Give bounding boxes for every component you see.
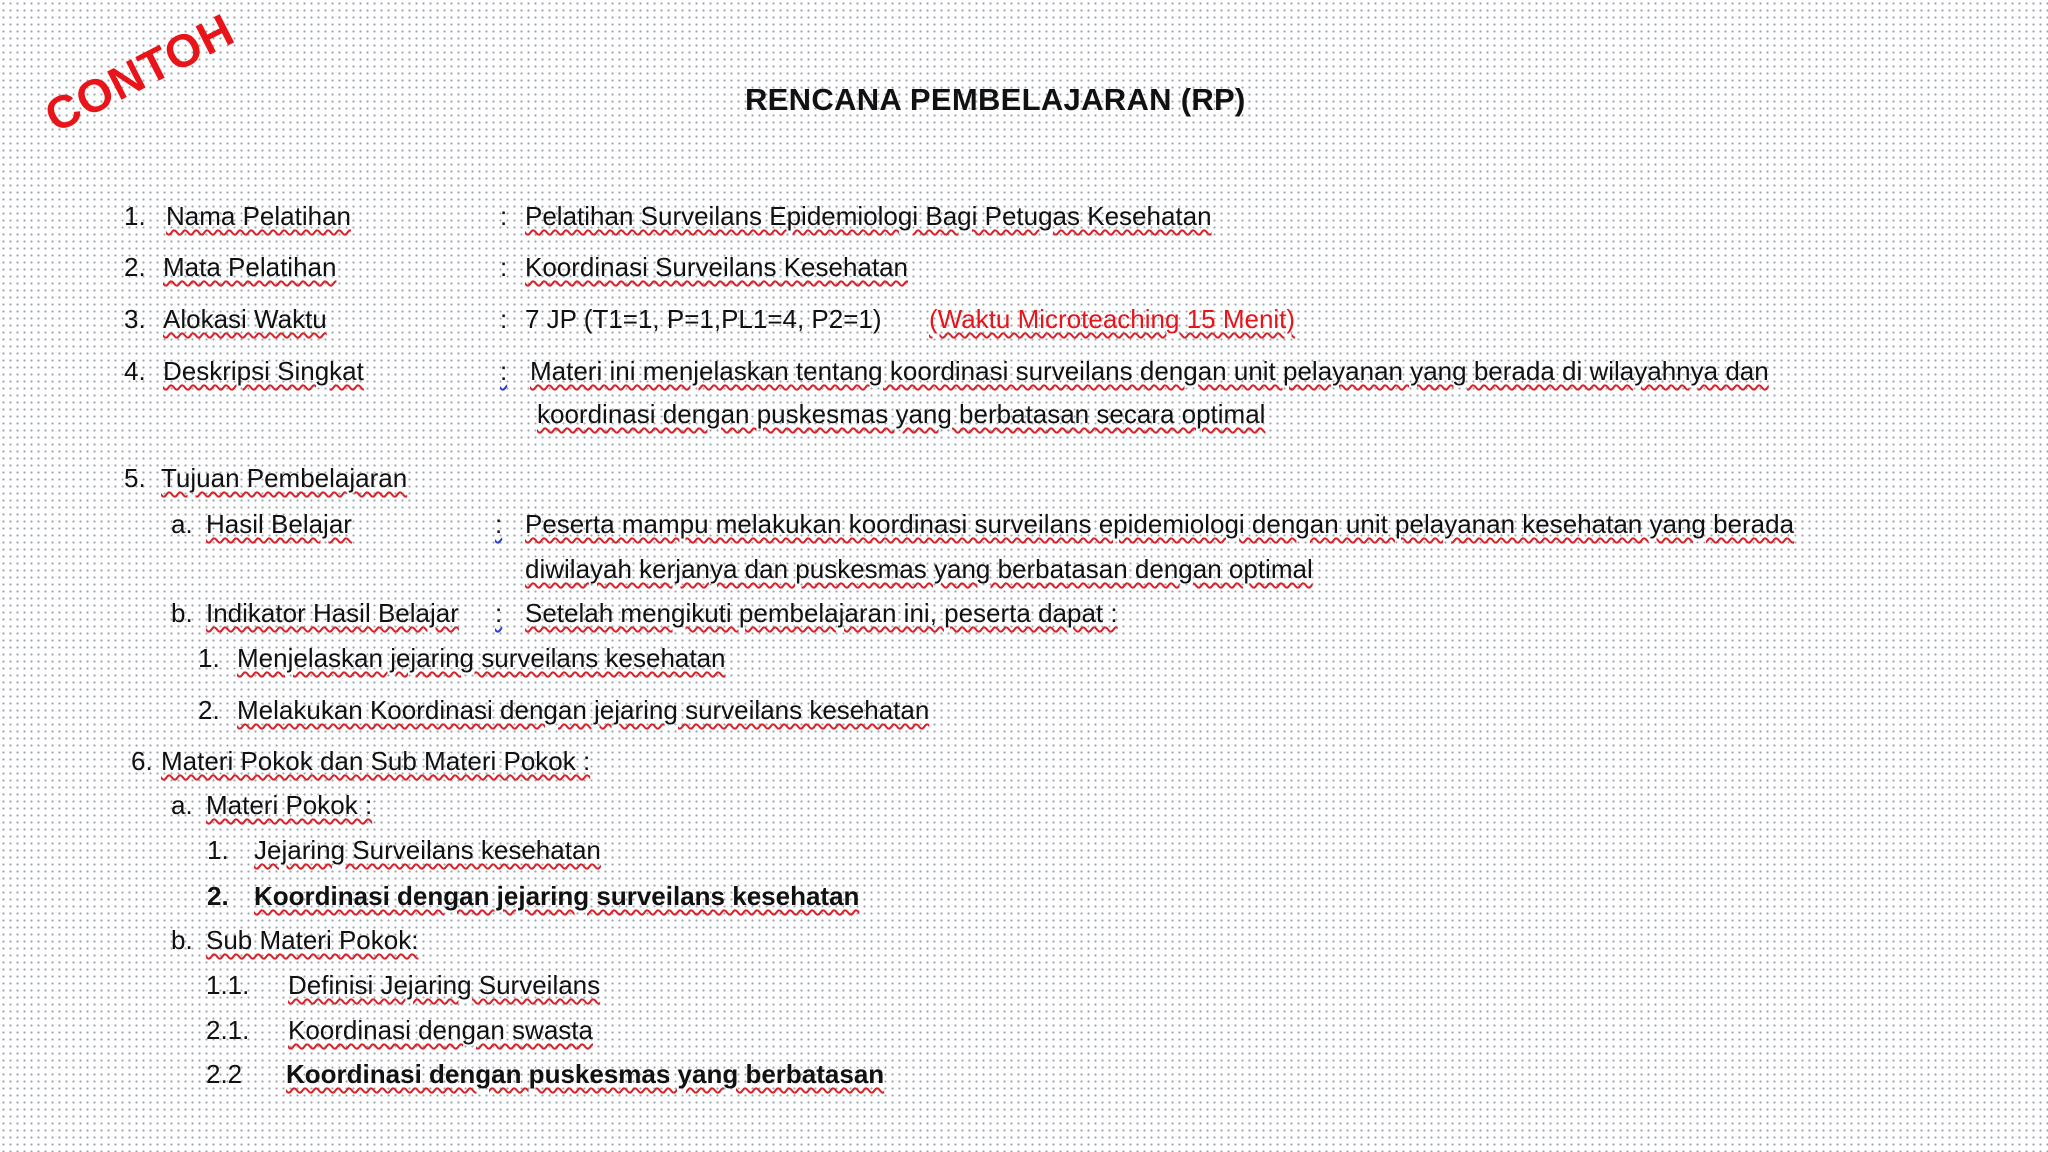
sub-materi-2-num: 2.1.: [206, 1015, 250, 1045]
item-nama-pelatihan-label: Nama Pelatihan: [166, 201, 351, 231]
item-nama-pelatihan-value: Pelatihan Surveilans Epidemiologi Bagi Petugas Kesehatan: [525, 201, 1212, 231]
materi-pokok-1-text: Jejaring Surveilans kesehatan: [254, 835, 601, 865]
item-hasil-belajar-label: Hasil Belajar: [206, 509, 352, 539]
sub-materi-1-text: Definisi Jejaring Surveilans: [288, 970, 601, 1000]
item-nama-pelatihan-num: 1.: [124, 201, 146, 231]
item-alokasi-waktu-value: 7 JP (T1=1, P=1,PL1=4, P2=1): [525, 304, 882, 334]
item-indikator-value: Setelah mengikuti pembelajaran ini, peserta dapat :: [525, 598, 1118, 628]
item-alokasi-waktu-num: 3.: [124, 304, 146, 334]
item-mata-pelatihan-num: 2.: [124, 252, 146, 282]
sub-materi-2-text: Koordinasi dengan swasta: [288, 1015, 593, 1045]
item-sub-materi-label: Sub Materi Pokok:: [206, 925, 419, 955]
item-mata-pelatihan-value: Koordinasi Surveilans Kesehatan: [525, 252, 909, 282]
item-mata-pelatihan-sep: :: [500, 252, 508, 282]
item-deskripsi-sep: :: [500, 356, 508, 386]
item-mata-pelatihan-label: Mata Pelatihan: [163, 252, 337, 282]
indikator-2-text: Melakukan Koordinasi dengan jejaring surveilans kesehatan: [237, 695, 930, 725]
materi-pokok-2-num: 2.: [207, 881, 229, 911]
item-tujuan-num: 5.: [124, 463, 146, 493]
materi-pokok-2-text: Koordinasi dengan jejaring surveilans kesehatan: [254, 881, 860, 911]
item-deskripsi-value-line2: koordinasi dengan puskesmas yang berbatasan secara optimal: [537, 399, 1266, 429]
materi-pokok-1-num: 1.: [207, 835, 229, 865]
sub-materi-1-num: 1.1.: [206, 970, 250, 1000]
item-deskripsi-value-line1: Materi ini menjelaskan tentang koordinasi surveilans dengan unit pelayanan yang berada di wilayahnya dan: [530, 356, 1769, 386]
document-title: RENCANA PEMBELAJARAN (RP): [745, 82, 1246, 117]
indikator-1-text: Menjelaskan jejaring surveilans kesehatan: [237, 643, 726, 673]
sub-materi-3-num: 2.2: [206, 1059, 243, 1089]
item-hasil-belajar-value-line1: Peserta mampu melakukan koordinasi surveilans epidemiologi dengan unit pelayanan kesehatan yang berada: [525, 509, 1795, 539]
item-hasil-belajar-value-line2: diwilayah kerjanya dan puskesmas yang berbatasan dengan optimal: [525, 554, 1313, 584]
contoh-stamp: CONTOH: [36, 3, 243, 143]
sub-materi-3-text: Koordinasi dengan puskesmas yang berbatasan: [286, 1059, 885, 1089]
item-deskripsi-num: 4.: [124, 356, 146, 386]
item-hasil-belajar-num: a.: [171, 509, 193, 539]
item-materi-pokok-label: Materi Pokok :: [206, 790, 373, 820]
item-indikator-label: Indikator Hasil Belajar: [206, 598, 459, 628]
item-sub-materi-num: b.: [171, 925, 193, 955]
item-nama-pelatihan-sep: :: [500, 201, 508, 231]
indikator-1-num: 1.: [198, 643, 220, 673]
item-hasil-belajar-sep: :: [495, 509, 503, 539]
item-materi-label: Materi Pokok dan Sub Materi Pokok :: [161, 746, 591, 776]
indikator-2-num: 2.: [198, 695, 220, 725]
item-alokasi-waktu-note: (Waktu Microteaching 15 Menit): [929, 304, 1296, 334]
item-materi-num: 6.: [131, 746, 153, 776]
item-deskripsi-label: Deskripsi Singkat: [163, 356, 364, 386]
item-indikator-sep: :: [495, 598, 503, 628]
item-alokasi-waktu-sep: :: [500, 304, 508, 334]
item-alokasi-waktu-label: Alokasi Waktu: [163, 304, 327, 334]
item-tujuan-label: Tujuan Pembelajaran: [161, 463, 408, 493]
item-indikator-num: b.: [171, 598, 193, 628]
item-materi-pokok-num: a.: [171, 790, 193, 820]
